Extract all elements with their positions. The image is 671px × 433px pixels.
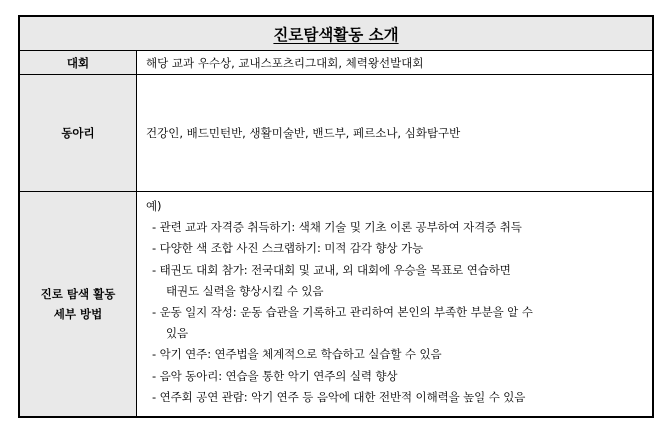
detail-label-line2: 세부 방법: [53, 307, 103, 321]
row-label-detail: [20, 192, 137, 416]
detail-line: - 관련 교과 자격증 취득하기: 색채 기술 및 기초 이론 공부하여 자격증 취득: [152, 220, 522, 235]
detail-line: 태권도 실력을 향상시킬 수 있음: [166, 283, 324, 298]
row-label-competition: 대회: [20, 51, 137, 74]
detail-line: - 태권도 대회 참가: 전국대회 및 교내, 외 대회에 우승을 목표로 연습하면: [152, 262, 511, 277]
row-label-club: 동아리: [20, 75, 137, 191]
detail-line: 있음: [166, 326, 189, 341]
detail-line: - 음악 동아리: 연습을 통한 악기 연주의 실력 향상: [152, 368, 398, 383]
table-title-row: [20, 17, 652, 51]
table-title: 진로탐색활동 소개: [273, 25, 399, 44]
detail-line: - 운동 일지 작성: 운동 습관을 기록하고 관리하여 본인의 부족한 부분을 알 수: [152, 304, 533, 319]
table-row-club: [20, 75, 652, 192]
detail-label-line1: 진로 탐색 활동: [40, 287, 116, 301]
detail-line: - 연주회 공연 관람: 악기 연주 등 음악에 대한 전반적 이해력을 높일 수 있음: [152, 389, 526, 404]
table-row-competition: [20, 51, 652, 75]
table-row-detail: [20, 192, 652, 416]
career-activity-table: [18, 15, 654, 418]
detail-line: - 다양한 색 조합 사진 스크랩하기: 미적 감각 향상 가능: [152, 241, 424, 256]
row-content-detail: [137, 192, 652, 416]
row-content-competition: 해당 교과 우수상, 교내스포츠리그대회, 체력왕선발대회: [146, 55, 424, 70]
detail-line: 예): [146, 199, 162, 213]
row-content-club: 건강인, 배드민턴반, 생활미술반, 밴드부, 페르소나, 심화탐구반: [146, 126, 461, 140]
detail-line: - 악기 연주: 연주법을 체계적으로 학습하고 실습할 수 있음: [152, 347, 442, 362]
